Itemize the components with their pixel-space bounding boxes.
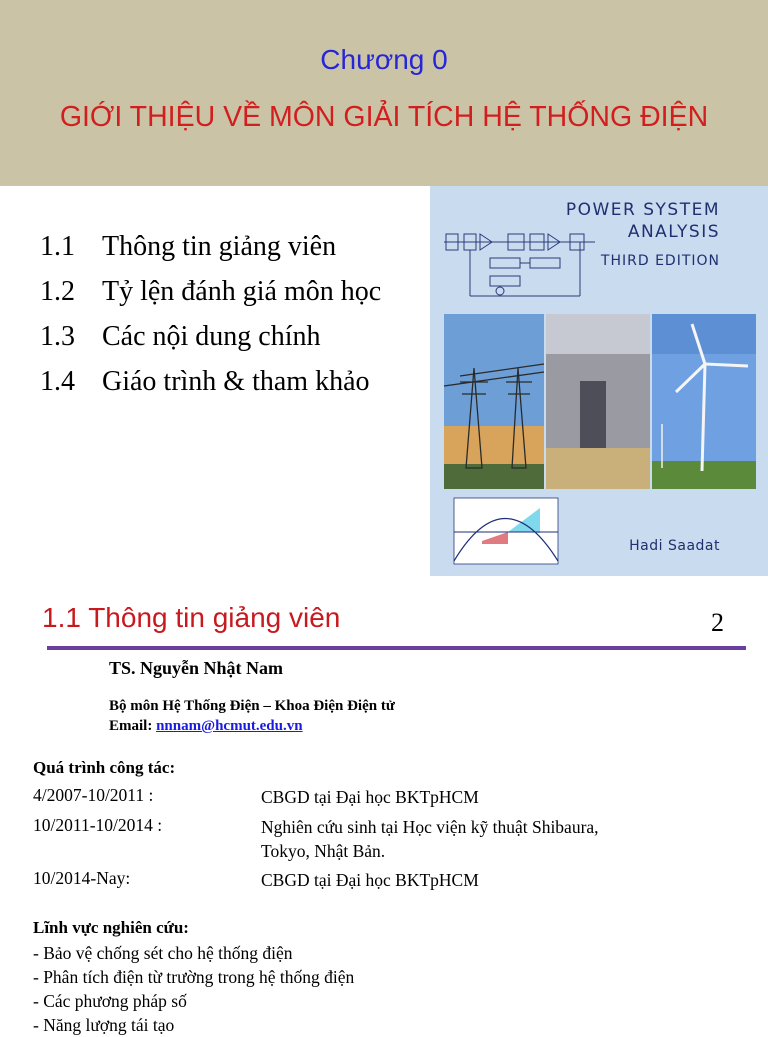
toc-label: Giáo trình & tham khảo bbox=[102, 366, 370, 397]
department: Bộ môn Hệ Thống Điện – Khoa Điện Điện tử bbox=[109, 698, 395, 714]
research-item: - Bảo vệ chống sét cho hệ thống điện bbox=[33, 943, 293, 963]
course-title: GIỚI THIỆU VỀ MÔN GIẢI TÍCH HỆ THỐNG ĐIỆN bbox=[59, 101, 709, 133]
toc-number: 1.4 bbox=[40, 366, 75, 397]
heading-divider bbox=[47, 646, 746, 650]
toc-item bbox=[40, 273, 381, 318]
lecturer-name: TS. Nguyễn Nhật Nam bbox=[109, 658, 284, 678]
title-band bbox=[0, 0, 768, 186]
book-cover bbox=[430, 186, 768, 576]
cover-title-line1: POWER SYSTEM bbox=[565, 200, 720, 220]
toc-item bbox=[40, 228, 381, 273]
toc-number: 1.1 bbox=[40, 231, 75, 262]
toc-number: 1.3 bbox=[40, 321, 75, 352]
research-title: Lĩnh vực nghiên cứu: bbox=[33, 918, 189, 937]
toc-label: Tỷ lện đánh giá môn học bbox=[102, 276, 382, 307]
work-description: CBGD tại Đại học BKTpHCM bbox=[261, 787, 479, 807]
toc-label: Thông tin giảng viên bbox=[102, 231, 337, 262]
work-period: 10/2014-Nay: bbox=[33, 868, 131, 888]
work-period: 4/2007-10/2011 : bbox=[33, 785, 154, 805]
toc-number: 1.2 bbox=[40, 276, 75, 307]
work-history-title: Quá trình công tác: bbox=[33, 758, 176, 777]
table-of-contents bbox=[40, 228, 381, 408]
cover-author: Hadi Saadat bbox=[629, 538, 720, 554]
research-item: - Năng lượng tái tạo bbox=[33, 1015, 175, 1035]
cover-edition: THIRD EDITION bbox=[600, 253, 720, 269]
email-link[interactable]: nnnam@hcmut.edu.vn bbox=[156, 718, 303, 734]
cover-photos bbox=[444, 314, 756, 489]
slide-lecturer-info bbox=[0, 586, 768, 1035]
toc-item bbox=[40, 318, 381, 363]
toc-label: Các nội dung chính bbox=[102, 321, 321, 352]
email-line bbox=[109, 718, 303, 735]
book-cover-art bbox=[430, 186, 768, 576]
research-item: - Các phương pháp số bbox=[33, 991, 187, 1011]
work-description: Tokyo, Nhật Bản. bbox=[261, 841, 386, 861]
work-period: 10/2011-10/2014 : bbox=[33, 815, 163, 835]
section-heading: 1.1 Thông tin giảng viên bbox=[42, 602, 341, 633]
slide-number: 2 bbox=[711, 608, 724, 637]
toc-item bbox=[40, 363, 381, 408]
research-list bbox=[33, 941, 354, 1037]
chapter-label: Chương 0 bbox=[320, 44, 448, 75]
block-diagram-illustration bbox=[444, 234, 595, 296]
work-description: CBGD tại Đại học BKTpHCM bbox=[261, 870, 479, 890]
work-description: Nghiên cứu sinh tại Học viện kỹ thuật Shibaura, bbox=[261, 817, 599, 837]
power-angle-graph bbox=[454, 498, 558, 564]
research-item: - Phân tích điện từ trường trong hệ thống điện bbox=[33, 967, 355, 987]
email-label: Email: bbox=[109, 718, 157, 734]
cover-title-line2: ANALYSIS bbox=[627, 222, 720, 242]
